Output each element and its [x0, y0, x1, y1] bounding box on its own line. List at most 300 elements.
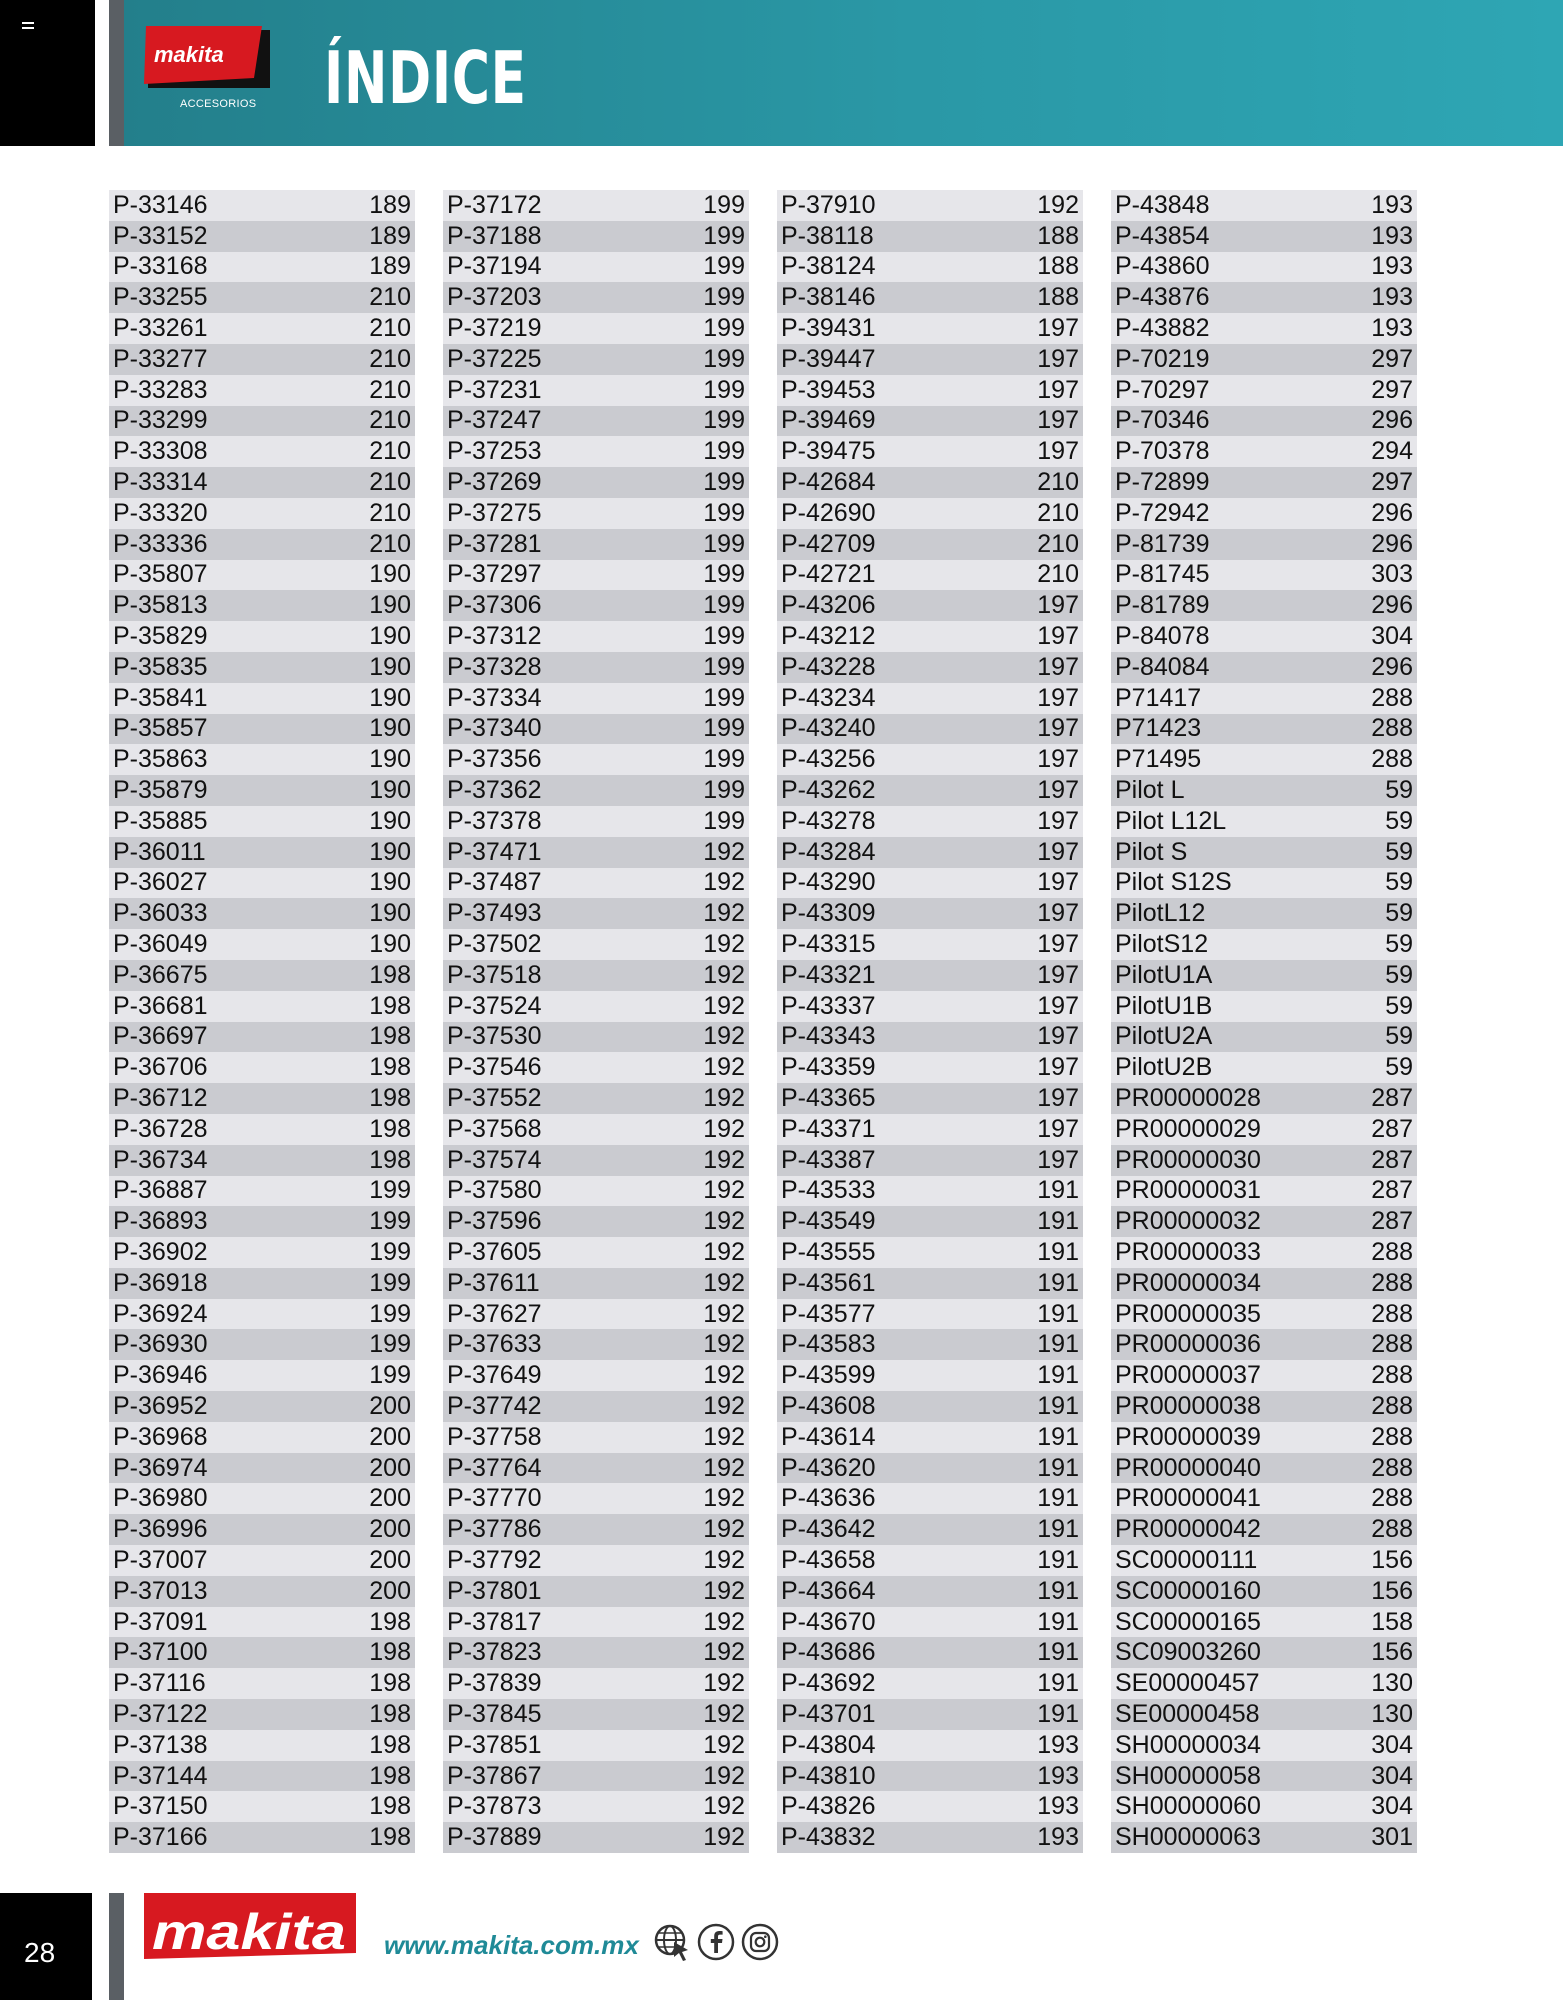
product-code: P-36980: [113, 1484, 208, 1513]
index-row: [109, 1822, 415, 1853]
page-reference: 191: [1037, 1361, 1079, 1390]
product-code: P-37801: [447, 1576, 542, 1605]
product-code: Pilot S12S: [1115, 868, 1232, 897]
index-row: [1111, 282, 1417, 313]
index-row: [443, 529, 749, 560]
index-row: [777, 1083, 1083, 1114]
product-code: SC00000160: [1115, 1576, 1261, 1605]
page-reference: 59: [1385, 960, 1413, 989]
index-row: [109, 1761, 415, 1792]
page-reference: 192: [703, 1053, 745, 1082]
index-row: [1111, 1145, 1417, 1176]
index-row: [1111, 406, 1417, 437]
product-code: P-36011: [113, 837, 206, 866]
facebook-icon[interactable]: [696, 1922, 736, 1962]
page-reference: 296: [1371, 529, 1413, 558]
page-reference: 192: [703, 1114, 745, 1143]
product-code: P-70297: [1115, 375, 1210, 404]
index-row: [443, 929, 749, 960]
page-reference: 199: [703, 406, 745, 435]
page-reference: 192: [703, 1545, 745, 1574]
index-row: [1111, 190, 1417, 221]
index-row: [777, 714, 1083, 745]
index-row: [777, 1545, 1083, 1576]
index-row: [777, 498, 1083, 529]
index-row: [443, 1237, 749, 1268]
product-code: P-37867: [447, 1761, 542, 1790]
index-row: [777, 1268, 1083, 1299]
page-reference: 288: [1371, 1237, 1413, 1266]
index-row: [109, 1022, 415, 1053]
page-reference: 192: [703, 837, 745, 866]
index-row: [1111, 1052, 1417, 1083]
page-reference: 158: [1371, 1607, 1413, 1636]
product-code: P-37845: [447, 1699, 542, 1728]
index-row: [1111, 1422, 1417, 1453]
index-row: [109, 683, 415, 714]
product-code: P-37910: [781, 190, 876, 219]
page-reference: 198: [369, 1114, 411, 1143]
product-code: P-37611: [447, 1268, 540, 1297]
index-row: [109, 1114, 415, 1145]
page-reference: 192: [703, 1330, 745, 1359]
footer-divider: [109, 1893, 124, 2000]
index-row: [1111, 1668, 1417, 1699]
product-code: P71495: [1115, 745, 1202, 774]
product-code: P-43315: [781, 930, 876, 959]
page-reference: 301: [1371, 1823, 1413, 1852]
product-code: P-37786: [447, 1515, 542, 1544]
page-reference: 198: [369, 1823, 411, 1852]
instagram-icon[interactable]: [740, 1922, 780, 1962]
product-code: P-33146: [113, 190, 208, 219]
product-code: PR00000038: [1115, 1391, 1261, 1420]
header-divider: [109, 0, 124, 146]
product-code: P-84084: [1115, 652, 1210, 681]
page-reference: 200: [369, 1576, 411, 1605]
index-row: [443, 1637, 749, 1668]
website-link[interactable]: www.makita.com.mx: [384, 1930, 639, 1960]
product-code: PR00000041: [1115, 1484, 1261, 1513]
product-code: P-35807: [113, 560, 208, 589]
index-row: [777, 1607, 1083, 1638]
product-code: P-37574: [447, 1145, 542, 1174]
product-code: P-37770: [447, 1484, 542, 1513]
page-reference: 190: [369, 776, 411, 805]
index-row: [109, 898, 415, 929]
page-reference: 200: [369, 1515, 411, 1544]
product-code: P-36681: [113, 991, 208, 1020]
page-reference: 197: [1037, 1145, 1079, 1174]
header-black-block: [0, 0, 95, 146]
product-code: P-35841: [113, 683, 208, 712]
index-row: [443, 1422, 749, 1453]
product-code: P-37487: [447, 868, 542, 897]
product-code: P-37596: [447, 1207, 542, 1236]
page-reference: 199: [369, 1330, 411, 1359]
page-reference: 191: [1037, 1299, 1079, 1328]
page-reference: 191: [1037, 1237, 1079, 1266]
product-code: P-36918: [113, 1268, 208, 1297]
index-row: [1111, 252, 1417, 283]
page-reference: 191: [1037, 1515, 1079, 1544]
product-code: Pilot L12L: [1115, 806, 1227, 835]
index-row: [1111, 744, 1417, 775]
page-reference: 190: [369, 899, 411, 928]
product-code: P-43854: [1115, 221, 1210, 250]
page-reference: 191: [1037, 1576, 1079, 1605]
index-row: [443, 1822, 749, 1853]
product-code: P-33314: [113, 468, 208, 497]
page-reference: 191: [1037, 1176, 1079, 1205]
index-row: [1111, 436, 1417, 467]
index-row: [777, 898, 1083, 929]
index-row: [777, 806, 1083, 837]
page-reference: 192: [703, 1084, 745, 1112]
index-row: [443, 991, 749, 1022]
product-code: P-43262: [781, 776, 876, 805]
index-row: [109, 621, 415, 652]
product-code: P-37188: [447, 221, 542, 250]
page-reference: 197: [1037, 406, 1079, 435]
index-row: [777, 929, 1083, 960]
page-reference: 192: [703, 1453, 745, 1482]
page-reference: 193: [1371, 283, 1413, 312]
product-code: P-37122: [113, 1699, 208, 1728]
product-code: P-37231: [447, 375, 542, 404]
page-reference: 288: [1371, 683, 1413, 712]
index-row: [443, 1268, 749, 1299]
index-row: [443, 590, 749, 621]
index-row: [777, 375, 1083, 406]
product-code: P-38146: [781, 283, 876, 312]
page-reference: 59: [1385, 899, 1413, 928]
page-reference: 199: [703, 190, 745, 219]
index-row: [777, 1206, 1083, 1237]
product-code: P-33299: [113, 406, 208, 435]
page-reference: 197: [1037, 1053, 1079, 1082]
index-row: [109, 590, 415, 621]
page-reference: 192: [703, 1022, 745, 1051]
page-reference: 198: [369, 991, 411, 1020]
product-code: PR00000036: [1115, 1330, 1261, 1359]
page-reference: 287: [1371, 1114, 1413, 1143]
index-row: [1111, 375, 1417, 406]
product-code: P-43664: [781, 1576, 876, 1605]
product-code: P-37225: [447, 344, 542, 373]
index-row: [1111, 1329, 1417, 1360]
product-code: P-84078: [1115, 622, 1210, 651]
product-code: P-43620: [781, 1453, 876, 1482]
product-code: SC09003260: [1115, 1638, 1261, 1667]
product-code: P-37493: [447, 899, 542, 928]
page-reference: 193: [1037, 1761, 1079, 1790]
index-row: [109, 1730, 415, 1761]
product-code: P-36675: [113, 960, 208, 989]
product-code: P-37306: [447, 591, 542, 620]
index-row: [443, 898, 749, 929]
index-row: [109, 1422, 415, 1453]
product-code: P-37518: [447, 960, 542, 989]
index-row: [1111, 1299, 1417, 1330]
index-row: [777, 1576, 1083, 1607]
page-reference: 198: [369, 1669, 411, 1698]
page-reference: 304: [1371, 1730, 1413, 1759]
page-reference: 197: [1037, 745, 1079, 774]
product-code: P-43365: [781, 1084, 876, 1112]
product-code: P-37524: [447, 991, 542, 1020]
product-code: P-43290: [781, 868, 876, 897]
page-reference: 192: [703, 1607, 745, 1636]
product-code: PR00000033: [1115, 1237, 1261, 1266]
index-row: [1111, 929, 1417, 960]
index-row: [109, 744, 415, 775]
page-reference: 193: [1037, 1730, 1079, 1759]
page-reference: 199: [703, 776, 745, 805]
index-row: [777, 467, 1083, 498]
product-code: SH00000058: [1115, 1761, 1261, 1790]
product-code: P-39453: [781, 375, 876, 404]
product-code: P-37172: [447, 190, 542, 219]
product-code: P-33308: [113, 437, 208, 466]
index-row: [1111, 529, 1417, 560]
product-code: P-70346: [1115, 406, 1210, 435]
page-reference: 197: [1037, 776, 1079, 805]
index-row: [777, 1822, 1083, 1853]
index-row: [777, 1237, 1083, 1268]
page-reference: 190: [369, 652, 411, 681]
product-code: P-37889: [447, 1823, 542, 1852]
product-code: PilotU2B: [1115, 1053, 1213, 1082]
index-row: [109, 406, 415, 437]
page-title: ÍNDICE: [324, 36, 527, 120]
product-code: P-37742: [447, 1391, 542, 1420]
index-row: [1111, 1022, 1417, 1053]
index-row: [1111, 1360, 1417, 1391]
index-row: [443, 1576, 749, 1607]
product-code: P-37851: [447, 1730, 542, 1759]
page-reference: 198: [369, 1638, 411, 1667]
product-code: P-43642: [781, 1515, 876, 1544]
product-code: SC00000165: [1115, 1607, 1261, 1636]
product-code: P-36706: [113, 1053, 208, 1082]
page-reference: 192: [703, 930, 745, 959]
page-reference: 59: [1385, 1022, 1413, 1051]
index-row: [443, 1483, 749, 1514]
index-row: [443, 560, 749, 591]
product-code: SC00000111: [1115, 1545, 1258, 1574]
product-code: P-35885: [113, 806, 208, 835]
page-reference: 192: [703, 1422, 745, 1451]
page-reference: 192: [703, 960, 745, 989]
page-reference: 191: [1037, 1453, 1079, 1482]
page-reference: 199: [703, 221, 745, 250]
product-code: SE00000458: [1115, 1699, 1260, 1728]
index-row: [443, 190, 749, 221]
page-reference: 197: [1037, 899, 1079, 928]
page-reference: 191: [1037, 1391, 1079, 1420]
index-row: [777, 529, 1083, 560]
product-code: P-36887: [113, 1176, 208, 1205]
page-reference: 192: [703, 1576, 745, 1605]
product-code: PR00000032: [1115, 1207, 1261, 1236]
index-row: [777, 1453, 1083, 1484]
page-reference: 197: [1037, 683, 1079, 712]
product-code: PilotU1A: [1115, 960, 1213, 989]
index-row: [109, 560, 415, 591]
index-row: [109, 1607, 415, 1638]
index-row: [443, 1545, 749, 1576]
index-row: [777, 406, 1083, 437]
page-reference: 210: [369, 344, 411, 373]
product-code: P-37116: [113, 1669, 206, 1698]
index-row: [109, 1145, 415, 1176]
index-row: [777, 652, 1083, 683]
index-row: [777, 1637, 1083, 1668]
product-code: PilotU1B: [1115, 991, 1213, 1020]
product-code: P-35829: [113, 622, 208, 651]
page-reference: 199: [703, 498, 745, 527]
menu-icon[interactable]: [22, 22, 34, 32]
page-reference: 193: [1371, 190, 1413, 219]
page-reference: 197: [1037, 652, 1079, 681]
footer-logo-text: makita: [152, 1904, 346, 1960]
product-code: P-36952: [113, 1391, 208, 1420]
product-code: P-43692: [781, 1669, 876, 1698]
page-reference: 191: [1037, 1669, 1079, 1698]
index-row: [443, 1453, 749, 1484]
page-reference: 190: [369, 745, 411, 774]
index-row: [1111, 1699, 1417, 1730]
product-code: PR00000029: [1115, 1114, 1261, 1143]
index-row: [443, 406, 749, 437]
index-row: [109, 1268, 415, 1299]
index-row: [777, 313, 1083, 344]
page-reference: 199: [703, 806, 745, 835]
page-reference: 198: [369, 1607, 411, 1636]
index-row: [777, 1022, 1083, 1053]
index-row: [109, 1176, 415, 1207]
page-reference: 197: [1037, 344, 1079, 373]
product-code: P-37203: [447, 283, 542, 312]
index-row: [777, 683, 1083, 714]
page-reference: 199: [369, 1207, 411, 1236]
product-code: P-33277: [113, 344, 208, 373]
product-code: P-35813: [113, 591, 208, 620]
header-logo-subtitle: ACCESORIOS: [180, 98, 257, 110]
product-code: P-36902: [113, 1237, 208, 1266]
product-code: P-43206: [781, 591, 876, 620]
globe-icon[interactable]: [652, 1922, 692, 1962]
index-row: [1111, 1791, 1417, 1822]
page-reference: 304: [1371, 1761, 1413, 1790]
product-code: P-33152: [113, 221, 208, 250]
index-row: [1111, 868, 1417, 899]
index-row: [1111, 590, 1417, 621]
index-row: [109, 282, 415, 313]
product-code: P-39431: [781, 314, 876, 343]
product-code: P-35863: [113, 745, 208, 774]
product-code: P-37649: [447, 1361, 542, 1390]
page-reference: 130: [1371, 1669, 1413, 1698]
index-row: [777, 282, 1083, 313]
product-code: PR00000040: [1115, 1453, 1261, 1482]
page-reference: 197: [1037, 837, 1079, 866]
product-code: P-37552: [447, 1084, 542, 1112]
product-code: P-43826: [781, 1792, 876, 1821]
index-row: [777, 1483, 1083, 1514]
index-row: [1111, 1391, 1417, 1422]
index-row: [109, 837, 415, 868]
page-reference: 198: [369, 1792, 411, 1821]
page-reference: 198: [369, 1730, 411, 1759]
page-reference: 192: [703, 1699, 745, 1728]
page-reference: 200: [369, 1484, 411, 1513]
page-reference: 190: [369, 837, 411, 866]
product-code: PR00000030: [1115, 1145, 1261, 1174]
product-code: P-37792: [447, 1545, 542, 1574]
index-row: [109, 1329, 415, 1360]
page-reference: 303: [1371, 560, 1413, 589]
index-row: [109, 190, 415, 221]
product-code: PR00000031: [1115, 1176, 1261, 1205]
page-reference: 192: [703, 1761, 745, 1790]
product-code: P-42709: [781, 529, 876, 558]
index-row: [1111, 806, 1417, 837]
index-row: [109, 1699, 415, 1730]
product-code: P-37297: [447, 560, 542, 589]
product-code: P-36049: [113, 930, 208, 959]
page-reference: 199: [703, 252, 745, 281]
makita-footer-logo[interactable]: [144, 1893, 356, 1965]
product-code: P-37269: [447, 468, 542, 497]
product-code: P-36974: [113, 1453, 208, 1482]
page-reference: 210: [369, 437, 411, 466]
product-code: PR00000035: [1115, 1299, 1261, 1328]
product-code: P-37328: [447, 652, 542, 681]
index-row: [443, 1360, 749, 1391]
page-reference: 193: [1037, 1823, 1079, 1852]
product-code: P-37605: [447, 1237, 542, 1266]
page-reference: 192: [703, 899, 745, 928]
product-code: P71423: [1115, 714, 1202, 743]
page-reference: 287: [1371, 1207, 1413, 1236]
index-row: [443, 837, 749, 868]
product-code: P-36930: [113, 1330, 208, 1359]
page-reference: 197: [1037, 714, 1079, 743]
index-row: [1111, 1453, 1417, 1484]
index-row: [109, 1514, 415, 1545]
page-reference: 130: [1371, 1699, 1413, 1728]
page-reference: 197: [1037, 375, 1079, 404]
product-code: P-42690: [781, 498, 876, 527]
product-code: P-37340: [447, 714, 542, 743]
index-row: [443, 1607, 749, 1638]
product-code: P-43577: [781, 1299, 876, 1328]
index-row: [777, 1052, 1083, 1083]
page-reference: 198: [369, 960, 411, 989]
page-reference: 210: [369, 468, 411, 497]
page-reference: 199: [369, 1361, 411, 1390]
index-row: [443, 1699, 749, 1730]
page-reference: 199: [369, 1176, 411, 1205]
page-reference: 156: [1371, 1545, 1413, 1574]
index-row: [777, 1329, 1083, 1360]
product-code: P-43321: [781, 960, 876, 989]
product-code: P-43343: [781, 1022, 876, 1051]
page-reference: 288: [1371, 1391, 1413, 1420]
index-row: [109, 806, 415, 837]
